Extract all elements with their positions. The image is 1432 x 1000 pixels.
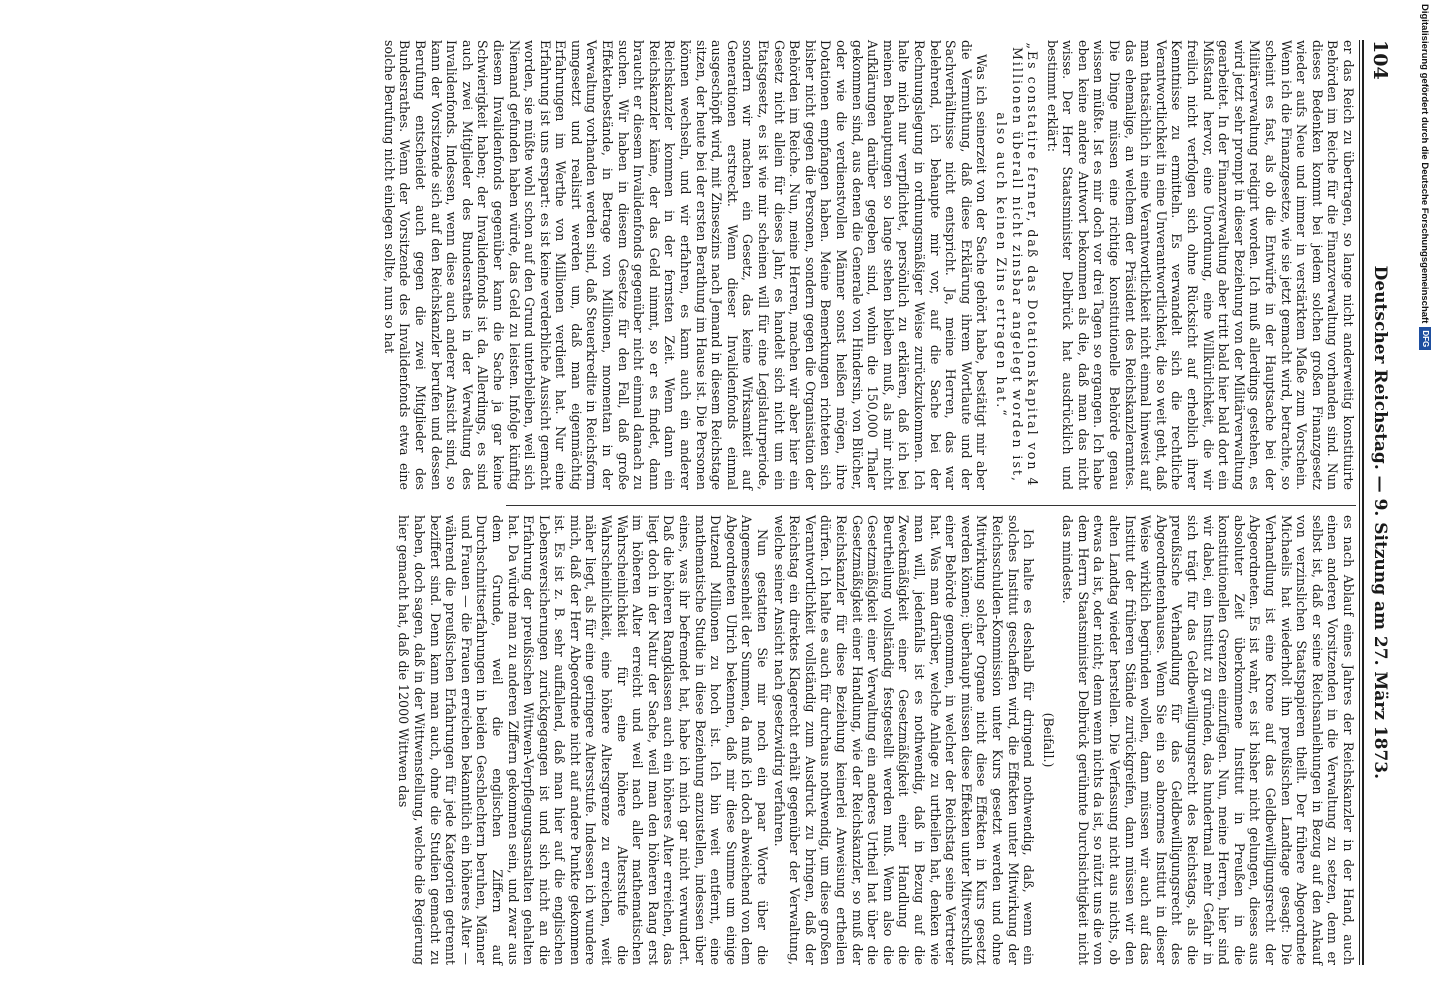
quoted-declaration: „Es constatire ferner, daß das Dotationskapital von 4 Millionen überall nicht zinsbar angelegt worden ist, also auch keinen Zins ertragen hat.“ bbox=[993, 42, 1041, 488]
dfg-logo: DFG bbox=[1419, 327, 1431, 350]
left-column bbox=[381, 40, 1356, 490]
running-title: Deutscher Reichstag. — 9. Sitzung am 27. März 1873. bbox=[1370, 265, 1390, 780]
right-paragraph-2: Ich halte es deshalb für dringend nothwendig, daß, wenn ein solches Institut geschaffen wird, die Effekten unter Mitwirkung der Reichsschulden-Kommission unter Kurs gesetzt werden und ohne Mitwirkung solcher Organe nicht diese Effekten in Kurs gesetzt werden können; überhaupt müssen diese Effekten unter Mitverschluß einer Behörde genommen, in welcher der Reichstag seine Vertreter hat. Was man darüber, welche Anlage zu urtheilen hat, denken wie man will, jedenfalls ist es nothwendig, daß in Bezug auf die Zweckmäßigkeit einer Gesetzmäßigkeit einer Handlung die Beurtheilung vollständig festgestellt werden muß. Wenn also die Gesetzmäßigkeit einer Verwaltung ein anderes Urtheil hat über die Gesetzmäßigkeit einer Handlung, wie der Reichskanzler, so muß der Reichskanzler für diese Beziehung keinerlei Anweisung ertheilen dürfen. Ich halte es auch für durchaus nothwendig, um diese großen Verantwortlichkeit vollständig zum Ausdruck zu bringen, daß der Reichstag ein direktes Klagerecht erhält gegenüber der Verwaltung, welche seiner Ansicht nach gesetzwidrig verfahren. bbox=[771, 515, 1037, 965]
right-paragraph-3: Nun gestatten Sie mir noch ein paar Worte über die Angemessenheit der Summen, da muß ich doch abweichend von dem Abgeordneten Ulrich bekennen, daß mir diese Summe um einige Dutzend Millionen zu hoch ist. Ich bin weit entfernt, eine mathematische Studie in diese Beziehung anzustellen, indessen über eines, was ihr befremdet hat, habe ich mich gar nicht verwundert. Daß die höheren Rangklassen auch ein höheres Alter erreichen, das liegt doch in der Natur der Sache, weil man den höheren Rang erst im höheren Alter erreicht und weil nach aller mathematischen Wahrscheinlichkeit für eine höhere Altersstufe die Wahrscheinlichkeit, eine höhere Altersgrenze zu erreichen, weit näher liegt, als für eine geringere Altersstufe. Indessen ich wundere mich, daß der Herr Abgeordnete nicht auf andere Punkte gekommen ist. Es ist z. B. sehr auffallend, daß man hier auf die englischen Lebensversicherungen zurückgegangen ist und sich nicht an die Erfahrung der preußischen Wittwen-Verpflegungsanstalten gehalten hat. Da würde man zu anderen Ziffern gekommen sein, und zwar aus dem Grunde, weil die englischen Ziffern auf Durchschnittserfahrungen in beiden Geschlechtern beruhen, Männer und Frauen — die Frauen erreichen bekanntlich ein höheres Alter — während die preußischen Erfahrungen für jede Kategorien getrennt beziffert sind. Denn kann man auch, ohne die Studien gemacht zu haben, doch sagen, daß in der Wittwenstellung, welche die Regierung hier gemacht hat, daß die 12000 Wittwen das bbox=[396, 515, 771, 965]
digitization-credit bbox=[1418, 4, 1432, 994]
left-paragraph-2: Was ich seinerzeit von der Sache gehört habe, bestätigt mir aber die Vermuthung, daß diese Erklärung ihrem Wortlaute und der Sachverhältnisse nicht entspricht. Ja, meine Herren, das war belehrend, ich behaupte mir vor, auf die Sache bei der Rechnungslegung in ordnungsmäßiger Weise zurückzukommen. Ich halte mich nur verpflichtet, persönlich zu erklären, daß ich bei meinen Behauptungen so lange stehen bleiben muß, als mir nicht Aufklärungen darüber gegeben sind, wohin die 150,000 Thaler gekommen sind, aus denen die Generale von Hindersin, von Blücher, oder wie die verdienstvollen Männer sonst heißen mögen, ihre Dotationen empfangen haben. Meine Bemerkungen richteten sich bisher nicht gegen die Personen, sondern gegen die Organisation der Behörden im Reiche. Nun, meine Herren, machen wir aber hier ein Gesetz nicht allein für dieses Jahr, es handelt sich nicht um ein Etatsgesetz, es ist wie mir scheinen will für eine Legislaturperiode, sondern wir machen ein Gesetz, das keine Wirksamkeit auf Generationen erstreckt. Wenn dieser Invalidenfonds einmal ausgeschöpft wird, mit Zinseszins nach Jemand in diesem Reichstage sitzen, der heute bei der ersten Berathung im Hause ist. Die Personen können wechseln, und wir erfahren, es kann auch ein anderer Reichskanzler kommen in der fernsten Zeit. Wenn dann ein Reichskanzler käme, der das Geld nimmt, so er es findet, dann braucht er diesem Invalidenfonds gegenüber nicht einmal danach zu suchen. Wir haben in diesem Gesetze für den Fall, daß große Effektenbestände, in Betrage von Millionen, momentan in der Verwaltung vorhanden werden sind, daß Steuerkredite in Reichsform umgesetzt und realisirt werden um, daß man eigenmächtig Erfahrungen im Werthe von Millionen verdient hat. Nur eine Erfahrung ist uns erspart: es ist keine verderbliche Aussicht gemacht worden, sie müßte wohl schon auf den Grund unterbleiben, weil sich Niemand gefunden haben würde, das Geld zu leisten. Infolge künftig diesem Invalidenfonds gegenüber kann die Sache ja gar keine Schwierigkeit haben; der Invalidenfonds ist da. Allerdings, es sind auch zwei Mitglieder des Bundesrathes in der Verwaltung des Invalidenfonds. Indessen, wenn diese auch anderer Ansicht sind, so kann der Vorsitzende sich auf den Reichskanzler berufen und dessen Berufung entscheidet auch gegen die zwei Mitglieder des Bundesrathes. Wenn der Vorsitzende des Invalidenfonds etwa eine solche Berufung nicht einlegen sollte, nun so hat bbox=[381, 40, 990, 490]
applause-note: (Beifall.) bbox=[1040, 712, 1056, 768]
credit-text: Digitalisierung gefördert durch die Deutsche Forschungsgemeinschaft bbox=[1419, 4, 1431, 324]
column-divider bbox=[506, 505, 1356, 506]
right-column bbox=[396, 515, 1356, 965]
header-rule-thin bbox=[1359, 40, 1360, 965]
header-rule bbox=[1362, 40, 1364, 965]
right-paragraph-1: es nach Ablauf eines Jahres der Reichskanzler in der Hand, auch einen anderen Vorsitzenden in die Verwaltung zu setzen, denn er selbst ist, daß er seine Reichsanleihungen in Bezug auf den Ankauf von verzinslichen Staatspapieren theilt. Der frühere Abgeordnete Michaelis hat wiederholt ihn preußischen Landtage gesagt: Die Verhandlung ist eine Krone auf das Geldbewilligungsrecht der Abgeordneten. Es ist wahr, es ist bisher nicht gelungen, dieses aus absoluter Zeit überkommene Institut in Preußen in die konstitutionellen Grenzen einzufügen. Nun, meine Herren, hier sind wir dabei, ein Institut zu gründen, das hundertmal mehr Gefahr in sich trägt für das Geldbewilligungsrecht des Reichstags, als die preußische Verhandlung für das Geldbewilligungsrecht des Abgeordnetenhauses. Wenn Sie ein so abnormes Institut in dieser Weise wirklich begründen wollen, dann müssen wir auch auf das Institut der früheren Stände zurückgreifen, dann müssen wir den alten Landtag wieder herstellen. Die Verfassung nicht aus nichts, ob etwas da ist, oder nicht; denn wenn nichts da ist, so nützt uns die von dem Herrn Staatsminister Delbrück gerühmte Durchsichtigkeit nicht das mindeste. bbox=[1060, 515, 1356, 965]
page-header bbox=[1366, 40, 1394, 965]
page-number: 104 bbox=[1369, 40, 1391, 80]
left-paragraph-1: er das Reich zu übertragen, so lange nicht anderweitig konstituirte Behörden im Reiche für die Finanzverwaltung vorhanden sind. Nun dieses Bedenken kommt bei jedem solchen großen Finanzgesetz wieder aufs Neue und immer in verstärktem Maße zum Vorschein. Wenn ich die Finanzgesetze, wie sie jetzt gemacht wird, betrachte, so scheint es fast, als ob die Entwürfe in der Hauptsache bei der Militärverwaltung redigirt worden. Ich muß allerdings gestehen, es wird jetzt sehr prompt in dieser Beziehung von der Militärverwaltung gearbeitet. In der Finanzverwaltung aber tritt bald hier bald dort ein Mißstand hervor, eine Unordnung, eine Willkürlichkeit, die wir freilich nicht verfolgen sich ohne Rücksicht auf erheblich ihrer Kenntnisse zu ermitteln. Es verwandelt sich die rechtliche Verantwortlichkeit in eine Unverantwortlichkeit, die so weit geht, daß man thatsächlich in eine Verantwortlichkeit nicht einmal hinweist auf das ehemalige, an welchem der Präsident des Reichskanzleramtes. Die Dinge müssen eine richtige konstitutionelle Behörde genau wissen müßte. Ist es mir doch vor drei Tagen so ergangen. Ich habe eben keine andere Antwort bekommen als die, daß man das nicht wisse. Der Herr Staatsminister Delbrück hat ausdrücklich und bestimmt erklärt: bbox=[1044, 40, 1356, 490]
